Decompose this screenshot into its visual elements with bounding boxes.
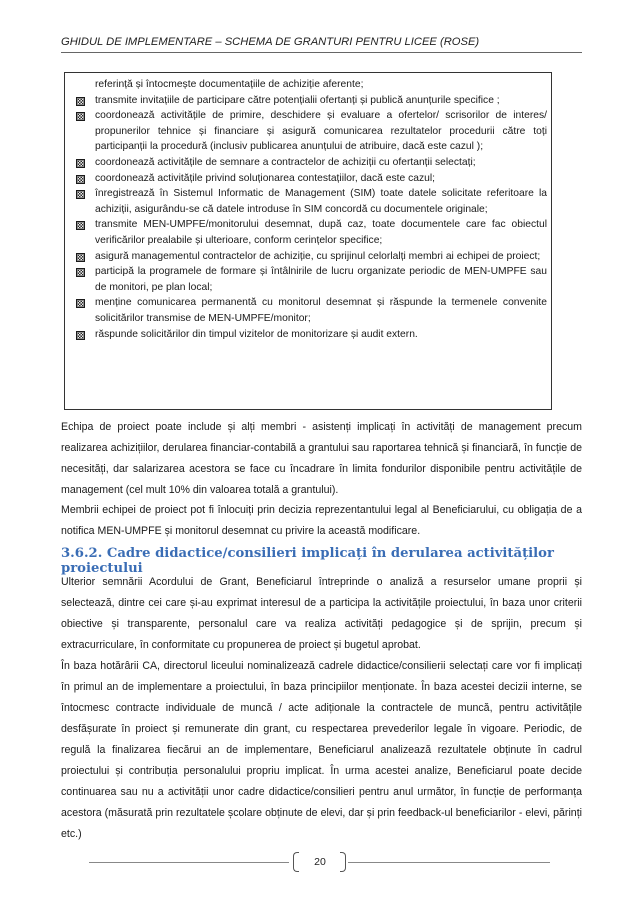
- responsibilities-box: [64, 72, 552, 410]
- checkered-square-bullet-icon: [76, 111, 85, 120]
- list-item: [95, 171, 547, 187]
- page-number-bracket-right: [340, 852, 346, 872]
- footer-rule-right: [348, 862, 550, 863]
- checkered-square-bullet-icon: [76, 174, 85, 183]
- checkered-square-bullet-icon: [76, 267, 85, 276]
- paragraph-ca-decision: În baza hotărârii CA, directorul liceului nominalizează cadrele didactice/consilierii selectați care vor fi implicați în primul an de implementare a proiectului, în baza principiilor menționate. În baza acestei decizii interne, se întocmesc contracte individuale de muncă / acte adiționale la contractele de muncă, pentru activitățile desfășurate în proiect și remunerate din grant, cu respectarea prevederilor legale în vigoare. Periodic, de regulă la finalizarea fiecărui an de implementare, Beneficiarul analizează rezultatele obținute în cadrul proiectului și contribuția personalului propriu implicat. În urma acestei analize, Beneficiarul poate decide continuarea sau nu a activității unor cadre didactice/consilieri pentru anul următor, în funcție de performanța acestora (măsurată prin rezultatele școlare obținute de elevi, dar și prin feedback-ul beneficiarilor - elevi, părinți etc.): [61, 660, 582, 840]
- list-item: [95, 108, 547, 155]
- list-item-text: menține comunicarea permanentă cu monitorul desemnat și răspunde la termenele convenite solicitărilor transmise de MEN-UMPFE/monitor;: [95, 297, 547, 324]
- list-item-text: coordonează activitățile privind soluționarea contestațiilor, dacă este cazul;: [95, 172, 435, 184]
- checkered-square-bullet-icon: [76, 96, 85, 105]
- paragraph-replacement: Membrii echipei de proiect pot fi înlocuiți prin decizia reprezentantului legal al Beneficiarului, cu obligația de a notifica MEN-UMPFE și monitorul desemnat cu privire la această modificare.: [61, 504, 582, 537]
- checkered-square-bullet-icon: [76, 220, 85, 229]
- section-heading: 3.6.2. Cadre didactice/consilieri implicați în derularea activităților proiectului: [61, 546, 554, 576]
- list-item-continuation: referință și întocmește documentațiile de achiziție aferente;: [95, 79, 364, 90]
- page-number: 20: [314, 856, 326, 868]
- list-item-text: coordonează activitățile de primire, deschidere și evaluare a ofertelor/ scrisorilor de interes/ propunerilor tehnice și financiare și asigură comunicarea rezultatelor procedurii către toți participanții la procedură (inclusiv publicarea anunțului de atribuire, dacă este cazul );: [95, 110, 547, 153]
- list-item-text: coordonează activitățile de semnare a contractelor de achiziții cu ofertanții selectați;: [95, 156, 476, 168]
- running-header: GHIDUL DE IMPLEMENTARE – SCHEMA DE GRANTURI PENTRU LICEE (ROSE): [61, 36, 480, 48]
- page-number-bracket-left: [293, 852, 299, 872]
- checkered-square-bullet-icon: [76, 330, 85, 339]
- list-item: [95, 155, 547, 171]
- paragraph-team-members: Echipa de proiect poate include și alți membri - asistenți implicați în activități de management precum realizarea achizițiilor, derularea financiar-contabilă a grantului sau raportarea tehnică și financiară, în funcție de necesități, dar salarizarea acestora se face cu încadrare în limita fondurilor disponibile pentru activitățile de management (cel mult 10% din valoarea totală a grantului).: [61, 421, 582, 496]
- list-item-text: răspunde solicitărilor din timpul vizitelor de monitorizare și audit extern.: [95, 328, 418, 340]
- list-item-text: transmite invitațiile de participare către potențialii ofertanți și publică anunțurile specifice ;: [95, 94, 500, 106]
- checkered-square-bullet-icon: [76, 158, 85, 167]
- checkered-square-bullet-icon: [76, 298, 85, 307]
- list-item: [95, 93, 547, 109]
- list-item: [95, 186, 547, 217]
- list-item: [95, 264, 547, 295]
- checkered-square-bullet-icon: [76, 189, 85, 198]
- footer-rule-left: [89, 862, 289, 863]
- checkered-square-bullet-icon: [76, 252, 85, 261]
- list-item-text: asigură managementul contractelor de achiziție, cu sprijinul celorlalți membri ai echipei de proiect;: [95, 250, 541, 262]
- list-item: [95, 327, 547, 343]
- responsibilities-list: [95, 77, 547, 342]
- list-item: [95, 249, 547, 265]
- paragraph-hr-analysis: Ulterior semnării Acordului de Grant, Beneficiarul întreprinde o analiză a resurselor umane proprii și selectează, dintre cei care și-au exprimat interesul de a participa la activitățile proiectului, în baza unor criterii obiective și transparente, personalul care va realiza activități pedagogice și de sprijin, precum și extracurriculare, în conformitate cu propunerea de proiect și bugetul aprobat.: [61, 576, 582, 651]
- list-item-text: participă la programele de formare și întâlnirile de lucru organizate periodic de MEN-UMPFE sau de monitori, pe plan local;: [95, 266, 547, 293]
- list-item-text: transmite MEN-UMPFE/monitorului desemnat, după caz, toate documentele care fac obiectul verificărilor prealabile și ulterioare, conform cerințelor specifice;: [95, 219, 547, 246]
- list-item: [95, 217, 547, 248]
- list-item: [95, 295, 547, 326]
- header-divider: [61, 52, 582, 53]
- list-item-text: înregistrează în Sistemul Informatic de Management (SIM) toate datele solicitate referitoare la achiziții, asigurându-se că datele introduse în SIM concordă cu documentele originale;: [95, 188, 547, 215]
